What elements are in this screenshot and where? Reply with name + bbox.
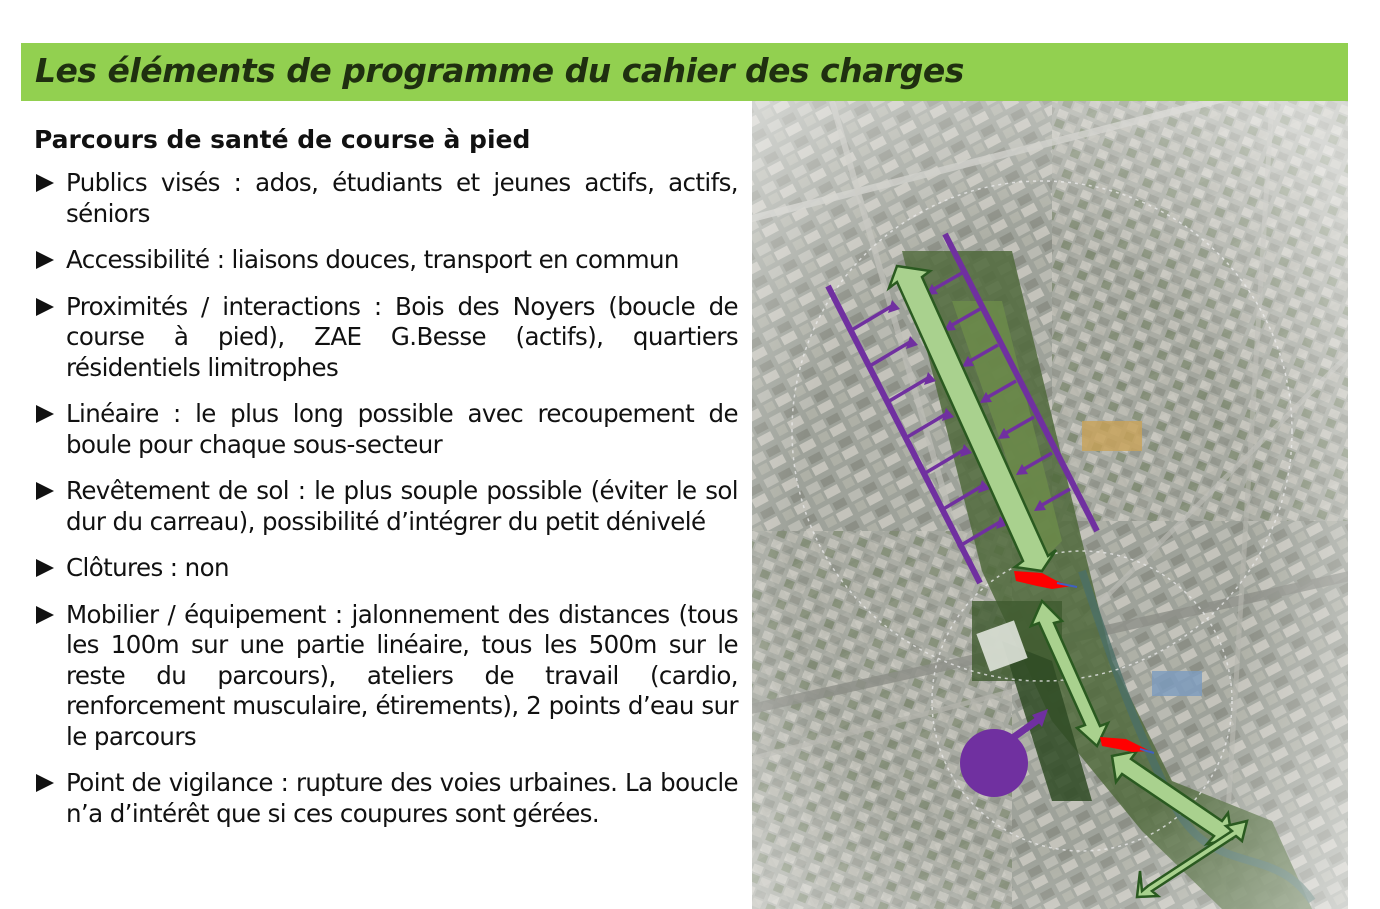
bullet-text: Proximités / interactions : Bois des Noyers (boucle de course à pied), ZAE G.Besse (actifs), quartiers résidentiels limitrophes	[66, 291, 738, 382]
page-title: Les éléments de programme du cahier des charges	[35, 51, 964, 90]
bullet-arrow-icon	[36, 559, 54, 577]
bullet-publics	[34, 168, 738, 229]
bullet-arrow-icon	[36, 482, 54, 500]
bullet-text: Publics visés : ados, étudiants et jeunes actifs, actifs, séniors	[66, 168, 738, 228]
program-text	[34, 125, 738, 845]
bullet-text: Linéaire : le plus long possible avec recoupement de boule pour chaque sous-secteur	[66, 399, 738, 459]
bullet-list	[34, 168, 738, 829]
bullet-text: Clôtures : non	[66, 553, 229, 582]
aerial-map	[752, 101, 1348, 909]
bullet-accessibilite	[34, 245, 738, 276]
bullet-arrow-icon	[36, 774, 54, 792]
bullet-text: Revêtement de sol : le plus souple possible (éviter le sol dur du carreau), possibilité d’intégrer du petit dénivelé	[66, 476, 738, 536]
bullet-lineaire	[34, 399, 738, 460]
bullet-text: Mobilier / équipement : jalonnement des distances (tous les 100m sur une partie linéaire, tous les 500m sur le reste du parcours), ateliers de travail (cardio, renforcement musculaire, étirements), 2 points d’eau sur le parcours	[66, 599, 738, 751]
bullet-arrow-icon	[36, 174, 54, 192]
bullet-arrow-icon	[36, 606, 54, 624]
bullet-text: Point de vigilance : rupture des voies urbaines. La boucle n’a d’intérêt que si ces coupures sont gérées.	[66, 768, 738, 828]
bullet-proximites	[34, 292, 738, 384]
bullet-vigilance	[34, 768, 738, 829]
bullet-revetement	[34, 476, 738, 537]
section-title: Parcours de santé de course à pied	[34, 125, 531, 154]
page-header	[21, 43, 1348, 101]
bullet-mobilier	[34, 600, 738, 753]
aerial-map-svg	[752, 101, 1348, 909]
bullet-text: Accessibilité : liaisons douces, transport en commun	[66, 245, 679, 274]
facility-marker-icon	[960, 729, 1028, 797]
bullet-arrow-icon	[36, 298, 54, 316]
bullet-clotures	[34, 553, 738, 584]
bullet-arrow-icon	[36, 251, 54, 269]
bullet-arrow-icon	[36, 405, 54, 423]
